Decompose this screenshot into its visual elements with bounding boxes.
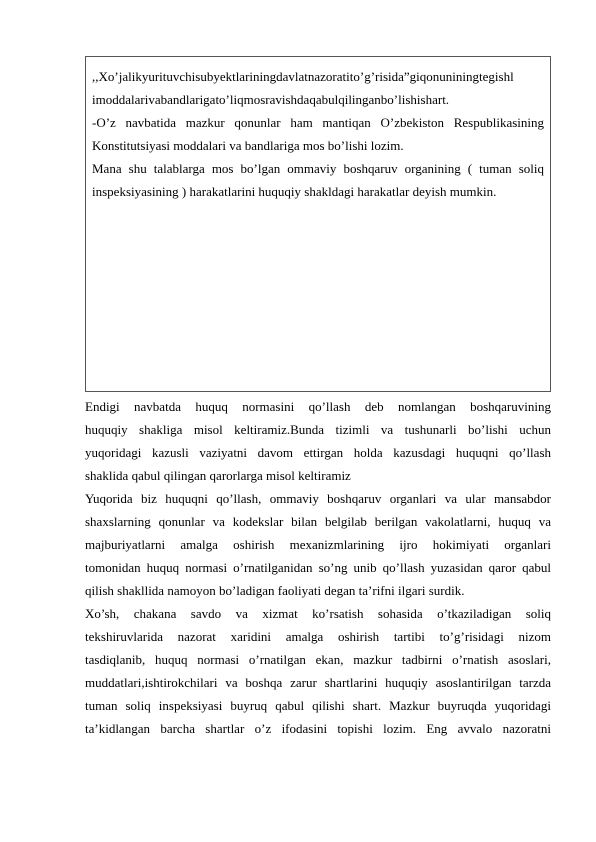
body-line: tasdiqlanib, huquq normasi o’rnatilgan ekan, mazkur tadbirni o’rnatish asoslari, — [85, 652, 551, 667]
body-line: shaklida qabul qilingan qarorlarga misol keltiramiz — [85, 468, 351, 483]
box-line: inspeksiyasining ) harakatlarini huquqiy shakldagi harakatlar deyish mumkin. — [92, 184, 497, 199]
body-line: muddatlari,ishtirokchilari va boshqa zarur shartlarini huquqiy asoslantirilgan tarzda — [85, 675, 551, 690]
body-line: tomonidan huquq normasi o’rnatilganidan so’ng unib qo’llash yuzasidan qaror qabul — [85, 560, 551, 575]
body-line: qilish shakllida namoyon bo’ladigan faoliyati degan ta’rifni ilgari surdik. — [85, 583, 465, 598]
body-line: ta’kidlangan barcha shartlar o’z ifodasini topishi lozim. Eng avvalo nazoratni — [85, 721, 551, 736]
body-line: majburiyatlarni amalga oshirish mexanizmlarining ijro hokimiyati organlari — [85, 537, 551, 552]
box-line: -O’z navbatida mazkur qonunlar ham mantiqan O’zbekiston Respublikasining — [92, 115, 544, 130]
body-line: Xo’sh, chakana savdo va xizmat ko’rsatish sohasida o’tkaziladigan soliq — [85, 606, 551, 621]
body-line: Yuqorida biz huquqni qo’llash, ommaviy boshqaruv organlari va ular mansabdor — [85, 491, 551, 506]
box-line: imoddalarivabandlarigato’liqmosravishdaqabulqilinganbo’lishishart. — [92, 92, 450, 107]
box-line: ,,Xo’jalikyurituvchisubyektlariningdavlatnazoratito’g’risida”giqonuniningtegishl — [92, 69, 514, 84]
text-box — [85, 56, 551, 392]
body-line: shaxslarning qonunlar va kodekslar bilan belgilab berilgan vakolatlarni, huquq va — [85, 514, 551, 529]
body-line: yuqoridagi kazusli vaziyatni davom ettirgan holda kazusdagi huquqni qo’llash — [85, 445, 551, 460]
box-line: Konstitutsiyasi moddalari va bandlariga mos bo’lishi lozim. — [92, 138, 404, 153]
body-line: huquqiy shakliga misol keltiramiz.Bunda tizimli va tushunarli bo’lishi uchun — [85, 422, 551, 437]
body-line: tekshiruvlarida nazorat xaridini amalga oshirish tartibi to’g’risidagi nizom — [85, 629, 551, 644]
body-line: tuman soliq inspeksiyasi buyruq qabul qilishi shart. Mazkur buyruqda yuqoridagi — [85, 698, 551, 713]
box-line: Mana shu talablarga mos bo’lgan ommaviy boshqaruv organining ( tuman soliq — [92, 161, 544, 176]
body-line: Endigi navbatda huquq normasini qo’llash deb nomlangan boshqaruvining — [85, 399, 551, 414]
